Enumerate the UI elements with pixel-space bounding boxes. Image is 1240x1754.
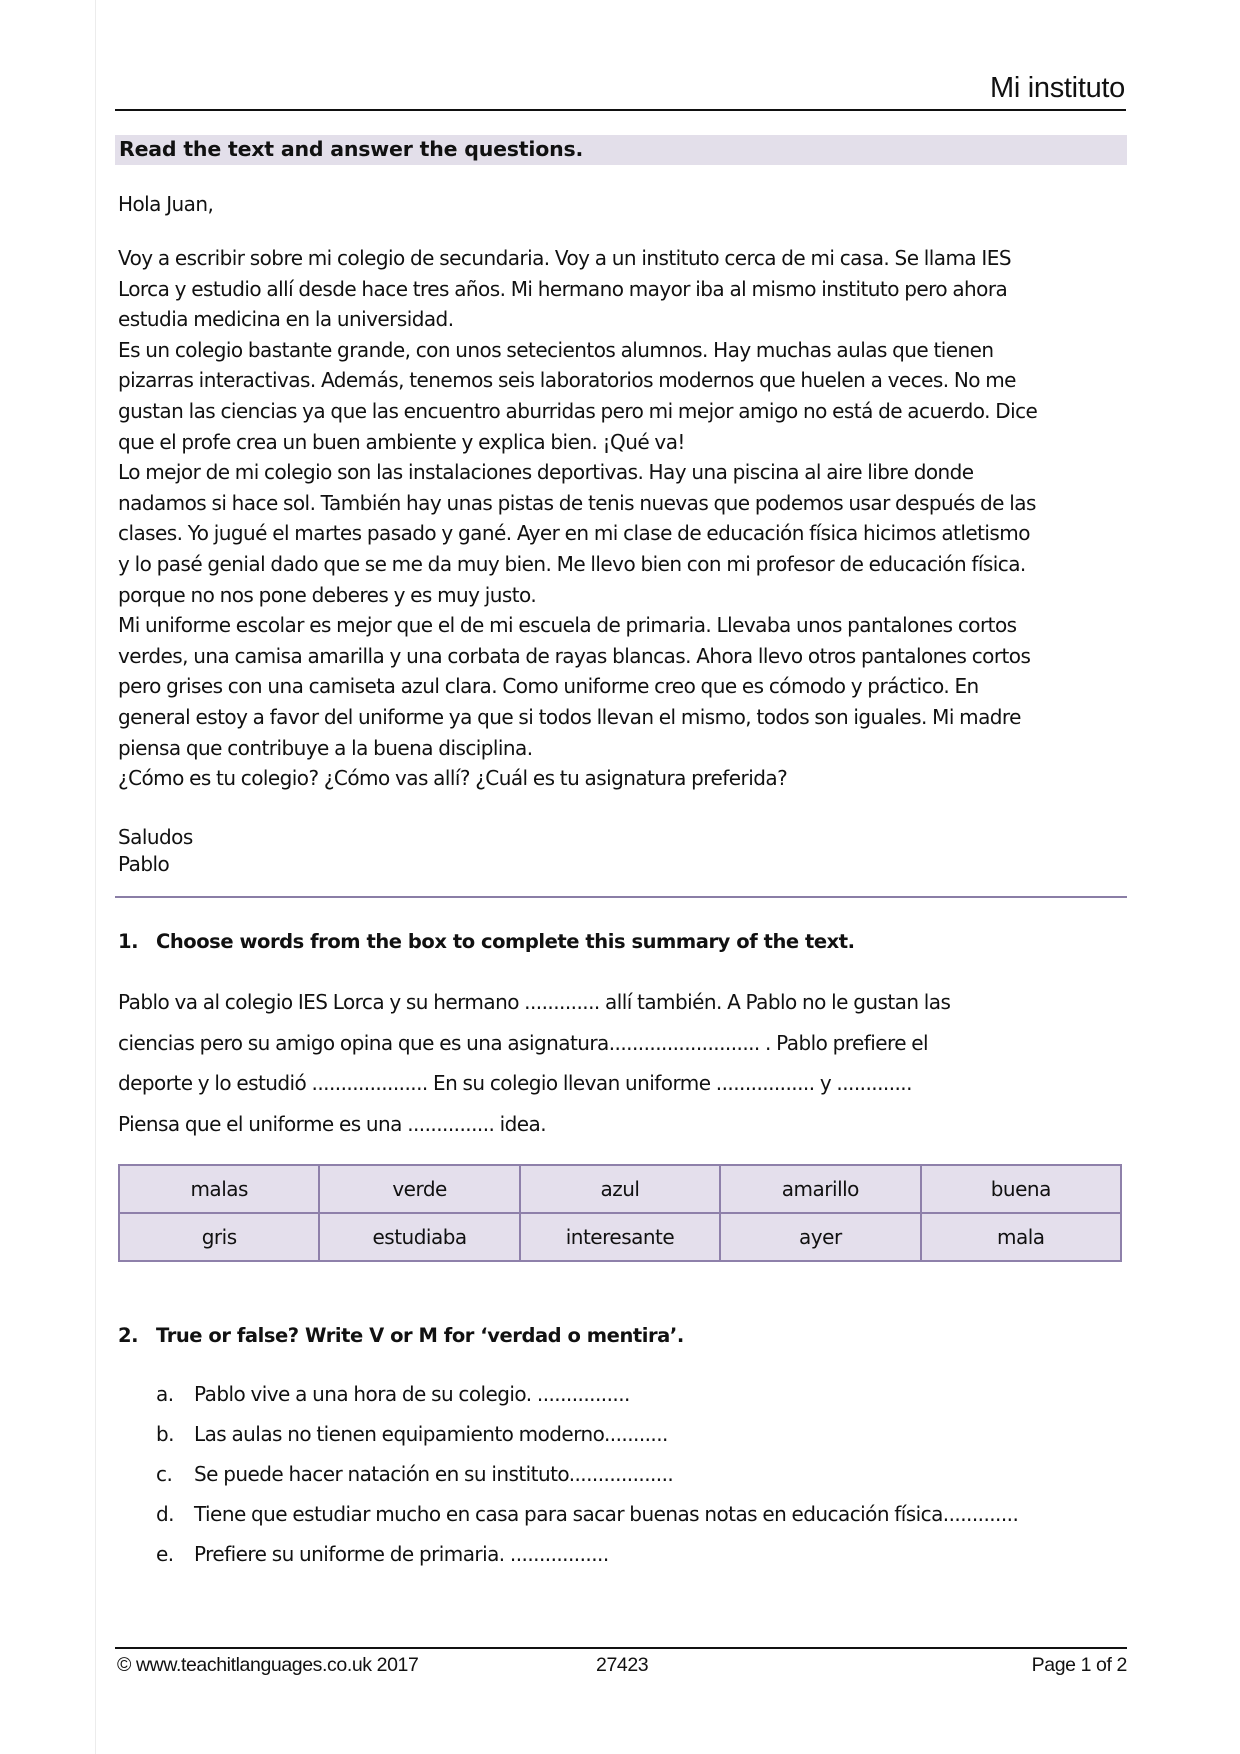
word-box-row xyxy=(119,1213,1121,1261)
word-box-cell: malas xyxy=(119,1165,319,1213)
item-letter: a. xyxy=(156,1382,174,1406)
question-number: 2. xyxy=(118,1324,139,1347)
summary-line[interactable]: Piensa que el uniforme es una ............... idea. xyxy=(118,1111,547,1136)
footer-copyright: © www.teachitlanguages.co.uk 2017 xyxy=(117,1654,419,1676)
letter-signoff xyxy=(118,824,193,878)
item-text: Tiene que estudiar mucho en casa para sacar buenas notas en educación física............. xyxy=(194,1502,1019,1526)
word-box-row xyxy=(119,1165,1121,1213)
true-false-item[interactable] xyxy=(156,1534,1018,1574)
question-text: True or false? Write V or M for ‘verdad o mentira’. xyxy=(156,1324,684,1347)
title-rule xyxy=(115,109,1126,111)
page-margin-line xyxy=(95,0,96,1754)
word-box-cell: buena xyxy=(921,1165,1121,1213)
true-false-item[interactable] xyxy=(156,1454,1018,1494)
item-text: Pablo vive a una hora de su colegio. ................ xyxy=(194,1382,630,1406)
footer-page-number: Page 1 of 2 xyxy=(1031,1654,1127,1676)
item-letter: e. xyxy=(156,1542,174,1566)
item-letter: c. xyxy=(156,1462,173,1486)
summary-line[interactable]: Pablo va al colegio IES Lorca y su hermano ............. allí también. A Pablo no le gustan las xyxy=(118,990,951,1014)
letter-line: Es un colegio bastante grande, con unos setecientos alumnos. Hay muchas aulas que tienen xyxy=(118,337,994,362)
question-2-heading xyxy=(118,1324,684,1347)
letter-line: Mi uniforme escolar es mejor que el de mi escuela de primaria. Llevaba unos pantalones cortos xyxy=(118,613,1017,638)
item-text: Prefiere su uniforme de primaria. ................. xyxy=(194,1542,609,1566)
letter-line: y lo pasé genial dado que se me da muy bien. Me llevo bien con mi profesor de educación física. xyxy=(118,551,1026,576)
item-text: Se puede hacer natación en su instituto.................. xyxy=(194,1462,674,1486)
letter-line: Voy a escribir sobre mi colegio de secundaria. Voy a un instituto cerca de mi casa. Se llama IES xyxy=(118,246,1011,270)
page-title: Mi instituto xyxy=(990,72,1125,104)
word-box-cell: mala xyxy=(921,1213,1121,1261)
letter-line: gustan las ciencias ya que las encuentro aburridas pero mi mejor amigo no está de acuerdo. Dice xyxy=(118,398,1038,423)
letter-line: piensa que contribuye a la buena disciplina. xyxy=(118,735,533,760)
letter-line: verdes, una camisa amarilla y una corbata de rayas blancas. Ahora llevo otros pantalones cortos xyxy=(118,643,1031,668)
letter-line: general estoy a favor del uniforme ya que si todos llevan el mismo, todos son iguales. Mi madre xyxy=(118,704,1021,729)
question-text: Choose words from the box to complete this summary of the text. xyxy=(156,930,855,953)
word-box-cell: gris xyxy=(119,1213,319,1261)
word-box-cell: verde xyxy=(319,1165,519,1213)
summary-line[interactable]: ciencias pero su amigo opina que es una asignatura.......................... . Pablo prefiere el xyxy=(118,1030,929,1055)
true-false-list xyxy=(156,1374,1018,1574)
word-box xyxy=(118,1164,1122,1262)
word-box-cell: azul xyxy=(520,1165,720,1213)
letter-body xyxy=(118,243,1158,794)
true-false-item[interactable] xyxy=(156,1414,1018,1454)
item-letter: d. xyxy=(156,1502,174,1526)
footer-rule xyxy=(115,1647,1127,1649)
letter-signature: Pablo xyxy=(118,852,170,876)
letter-line: que el profe crea un buen ambiente y explica bien. ¡Qué va! xyxy=(118,429,685,454)
summary-line[interactable]: deporte y lo estudió .................... En su colegio llevan uniforme ................. y ............. xyxy=(118,1071,912,1095)
question-number: 1. xyxy=(118,930,139,953)
true-false-item[interactable] xyxy=(156,1374,1018,1414)
word-box-cell: estudiaba xyxy=(319,1213,519,1261)
letter-line: Lo mejor de mi colegio son las instalaciones deportivas. Hay una piscina al aire libre donde xyxy=(118,460,974,485)
word-box-cell: interesante xyxy=(520,1213,720,1261)
footer-resource-id: 27423 xyxy=(596,1654,649,1676)
letter-line: ¿Cómo es tu colegio? ¿Cómo vas allí? ¿Cuál es tu asignatura preferida? xyxy=(118,766,788,791)
word-box-cell: amarillo xyxy=(720,1165,920,1213)
question-1-heading xyxy=(118,930,855,953)
word-box-cell: ayer xyxy=(720,1213,920,1261)
item-letter: b. xyxy=(156,1422,174,1446)
true-false-item[interactable] xyxy=(156,1494,1018,1534)
letter-line: Lorca y estudio allí desde hace tres años. Mi hermano mayor iba al mismo instituto pero ahora xyxy=(118,276,1008,301)
letter-line: pero grises con una camiseta azul clara. Como uniforme creo que es cómodo y práctico. En xyxy=(118,674,979,699)
letter-line: estudia medicina en la universidad. xyxy=(118,307,454,332)
instruction-heading: Read the text and answer the questions. xyxy=(119,137,584,161)
letter-line: pizarras interactivas. Además, tenemos seis laboratorios modernos que huelen a veces. No me xyxy=(118,368,1016,393)
item-text: Las aulas no tienen equipamiento moderno........... xyxy=(194,1422,668,1446)
gap-fill-summary xyxy=(118,982,950,1144)
section-divider xyxy=(115,896,1127,898)
letter-closing: Saludos xyxy=(118,825,193,849)
letter-line: nadamos si hace sol. También hay unas pistas de tenis nuevas que podemos usar después de las xyxy=(118,490,1036,515)
letter-line: clases. Yo jugué el martes pasado y gané. Ayer en mi clase de educación física hicimos atletismo xyxy=(118,521,1030,546)
letter-greeting: Hola Juan, xyxy=(118,192,214,216)
letter-line: porque no nos pone deberes y es muy justo. xyxy=(118,582,537,607)
